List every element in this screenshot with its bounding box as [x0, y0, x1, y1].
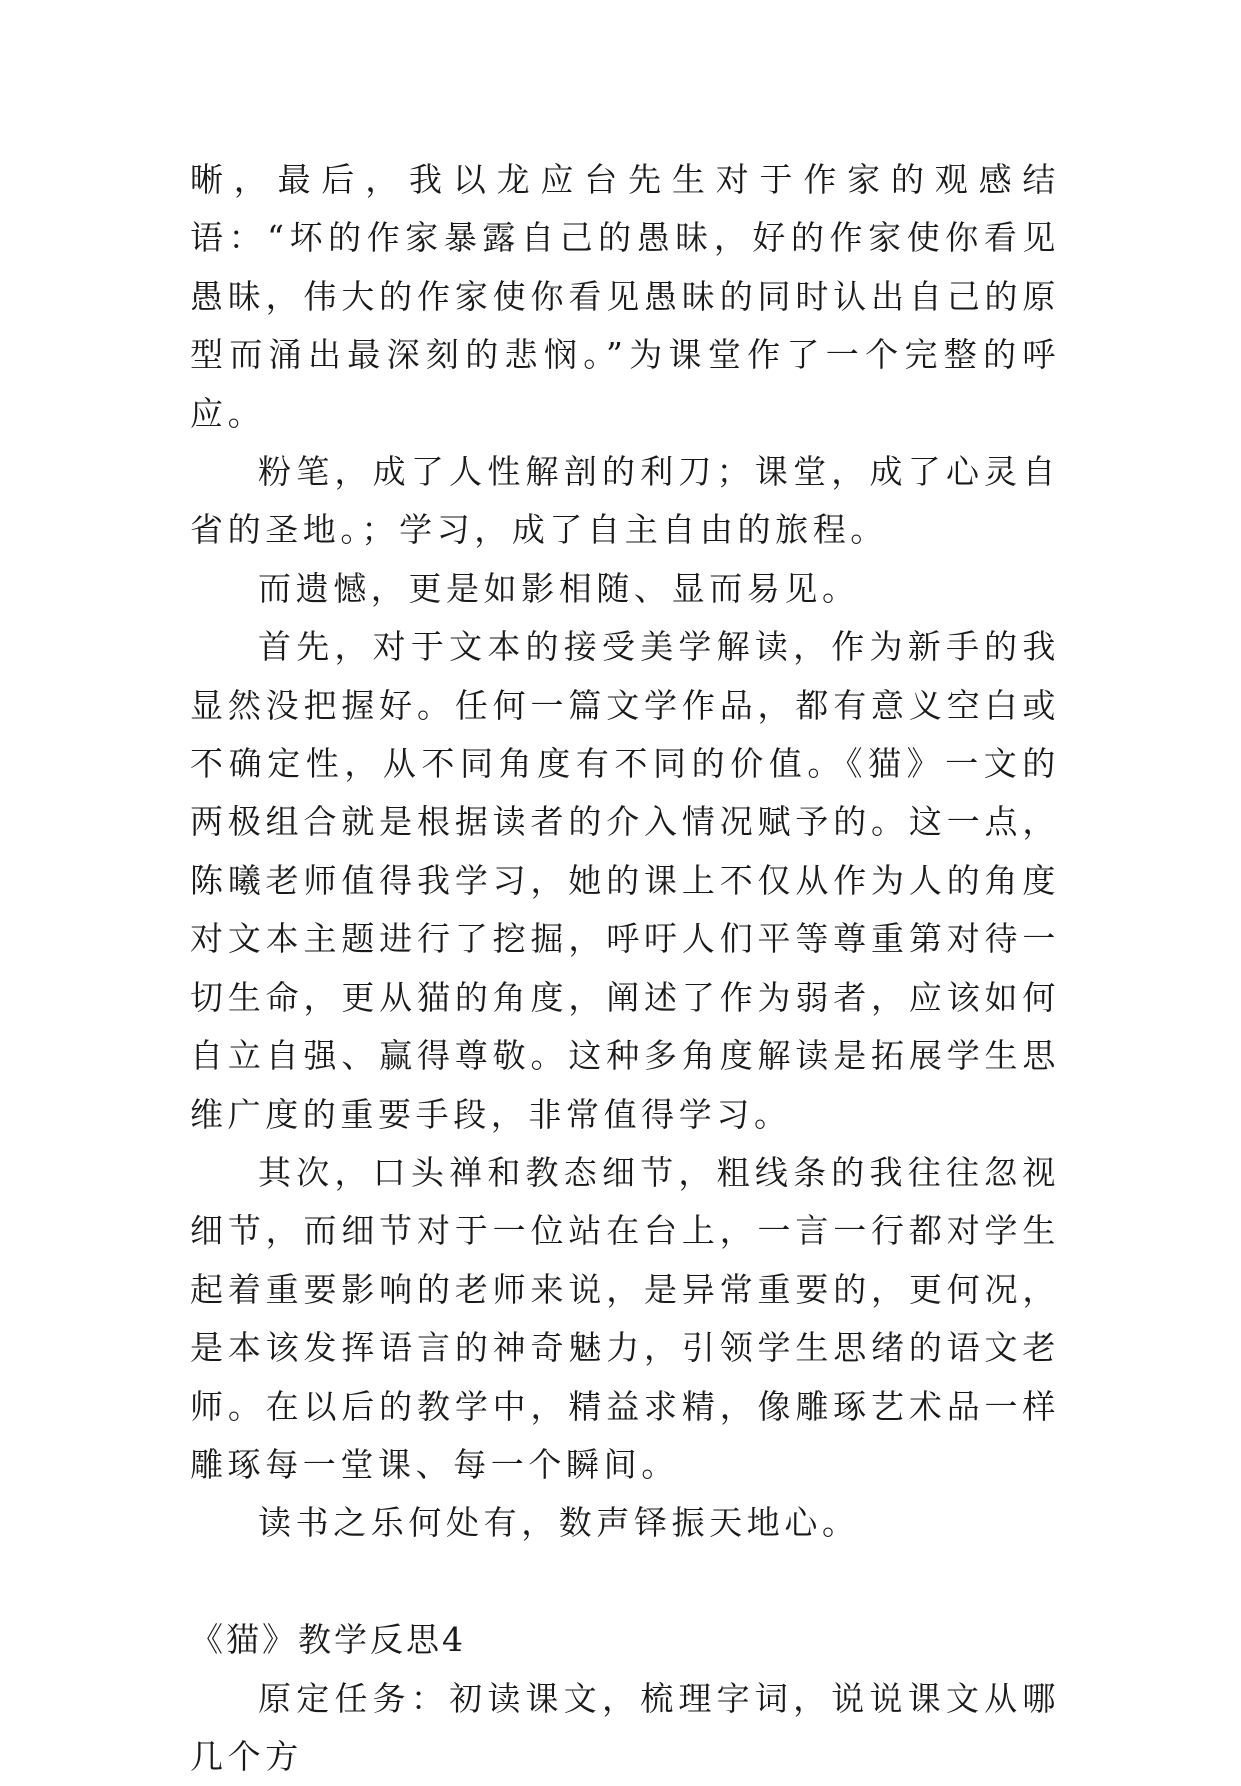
- section-heading: 《猫》教学反思4: [190, 1620, 466, 1660]
- paragraph-1: 晰，最后，我以龙应台先生对于作家的观感结语：“坏的作家暴露自己的愚昧，好的作家使你看见愚昧，伟大的作家使你看见愚昧的同时认出自己的原型而涌出最深刻的悲悯。”为课堂作了一个完整的呼应。: [190, 160, 1060, 433]
- paragraph-6: 读书之乐何处有，数声铎振天地心。: [258, 1503, 860, 1543]
- paragraph-3: 而遗憾，更是如影相随、显而易见。: [258, 568, 860, 608]
- section-spacer: [190, 1553, 1060, 1611]
- document-body: [190, 151, 1060, 1786]
- paragraph-2: 粉笔，成了人性解剖的利刀；课堂，成了心灵自省的圣地。；学习，成了自主自由的旅程。: [190, 452, 1060, 550]
- paragraph-5: 其次，口头禅和教态细节，粗线条的我往往忽视细节，而细节对于一位站在台上，一言一行都对学生起着重要影响的老师来说，是异常重要的，更何况，是本该发挥语言的神奇魅力，引领学生思绪的语文老师。在以后的教学中，精益求精，像雕琢艺术品一样雕琢每一堂课、每一个瞬间。: [190, 1152, 1060, 1484]
- paragraph-7: 原定任务：初读课文，梳理字词，说说课文从哪几个方: [190, 1678, 1060, 1776]
- paragraph-4: 首先，对于文本的接受美学解读，作为新手的我显然没把握好。任何一篇文学作品，都有意义空白或不确定性，从不同角度有不同的价值。《猫》一文的两极组合就是根据读者的介入情况赋予的。这一点，陈曦老师值得我学习，她的课上不仅从作为人的角度对文本主题进行了挖掘，呼吁人们平等尊重第对待一切生命，更从猫的角度，阐述了作为弱者，应该如何自立自强、赢得尊敬。这种多角度解读是拓展学生思维广度的重要手段，非常值得学习。: [190, 627, 1060, 1134]
